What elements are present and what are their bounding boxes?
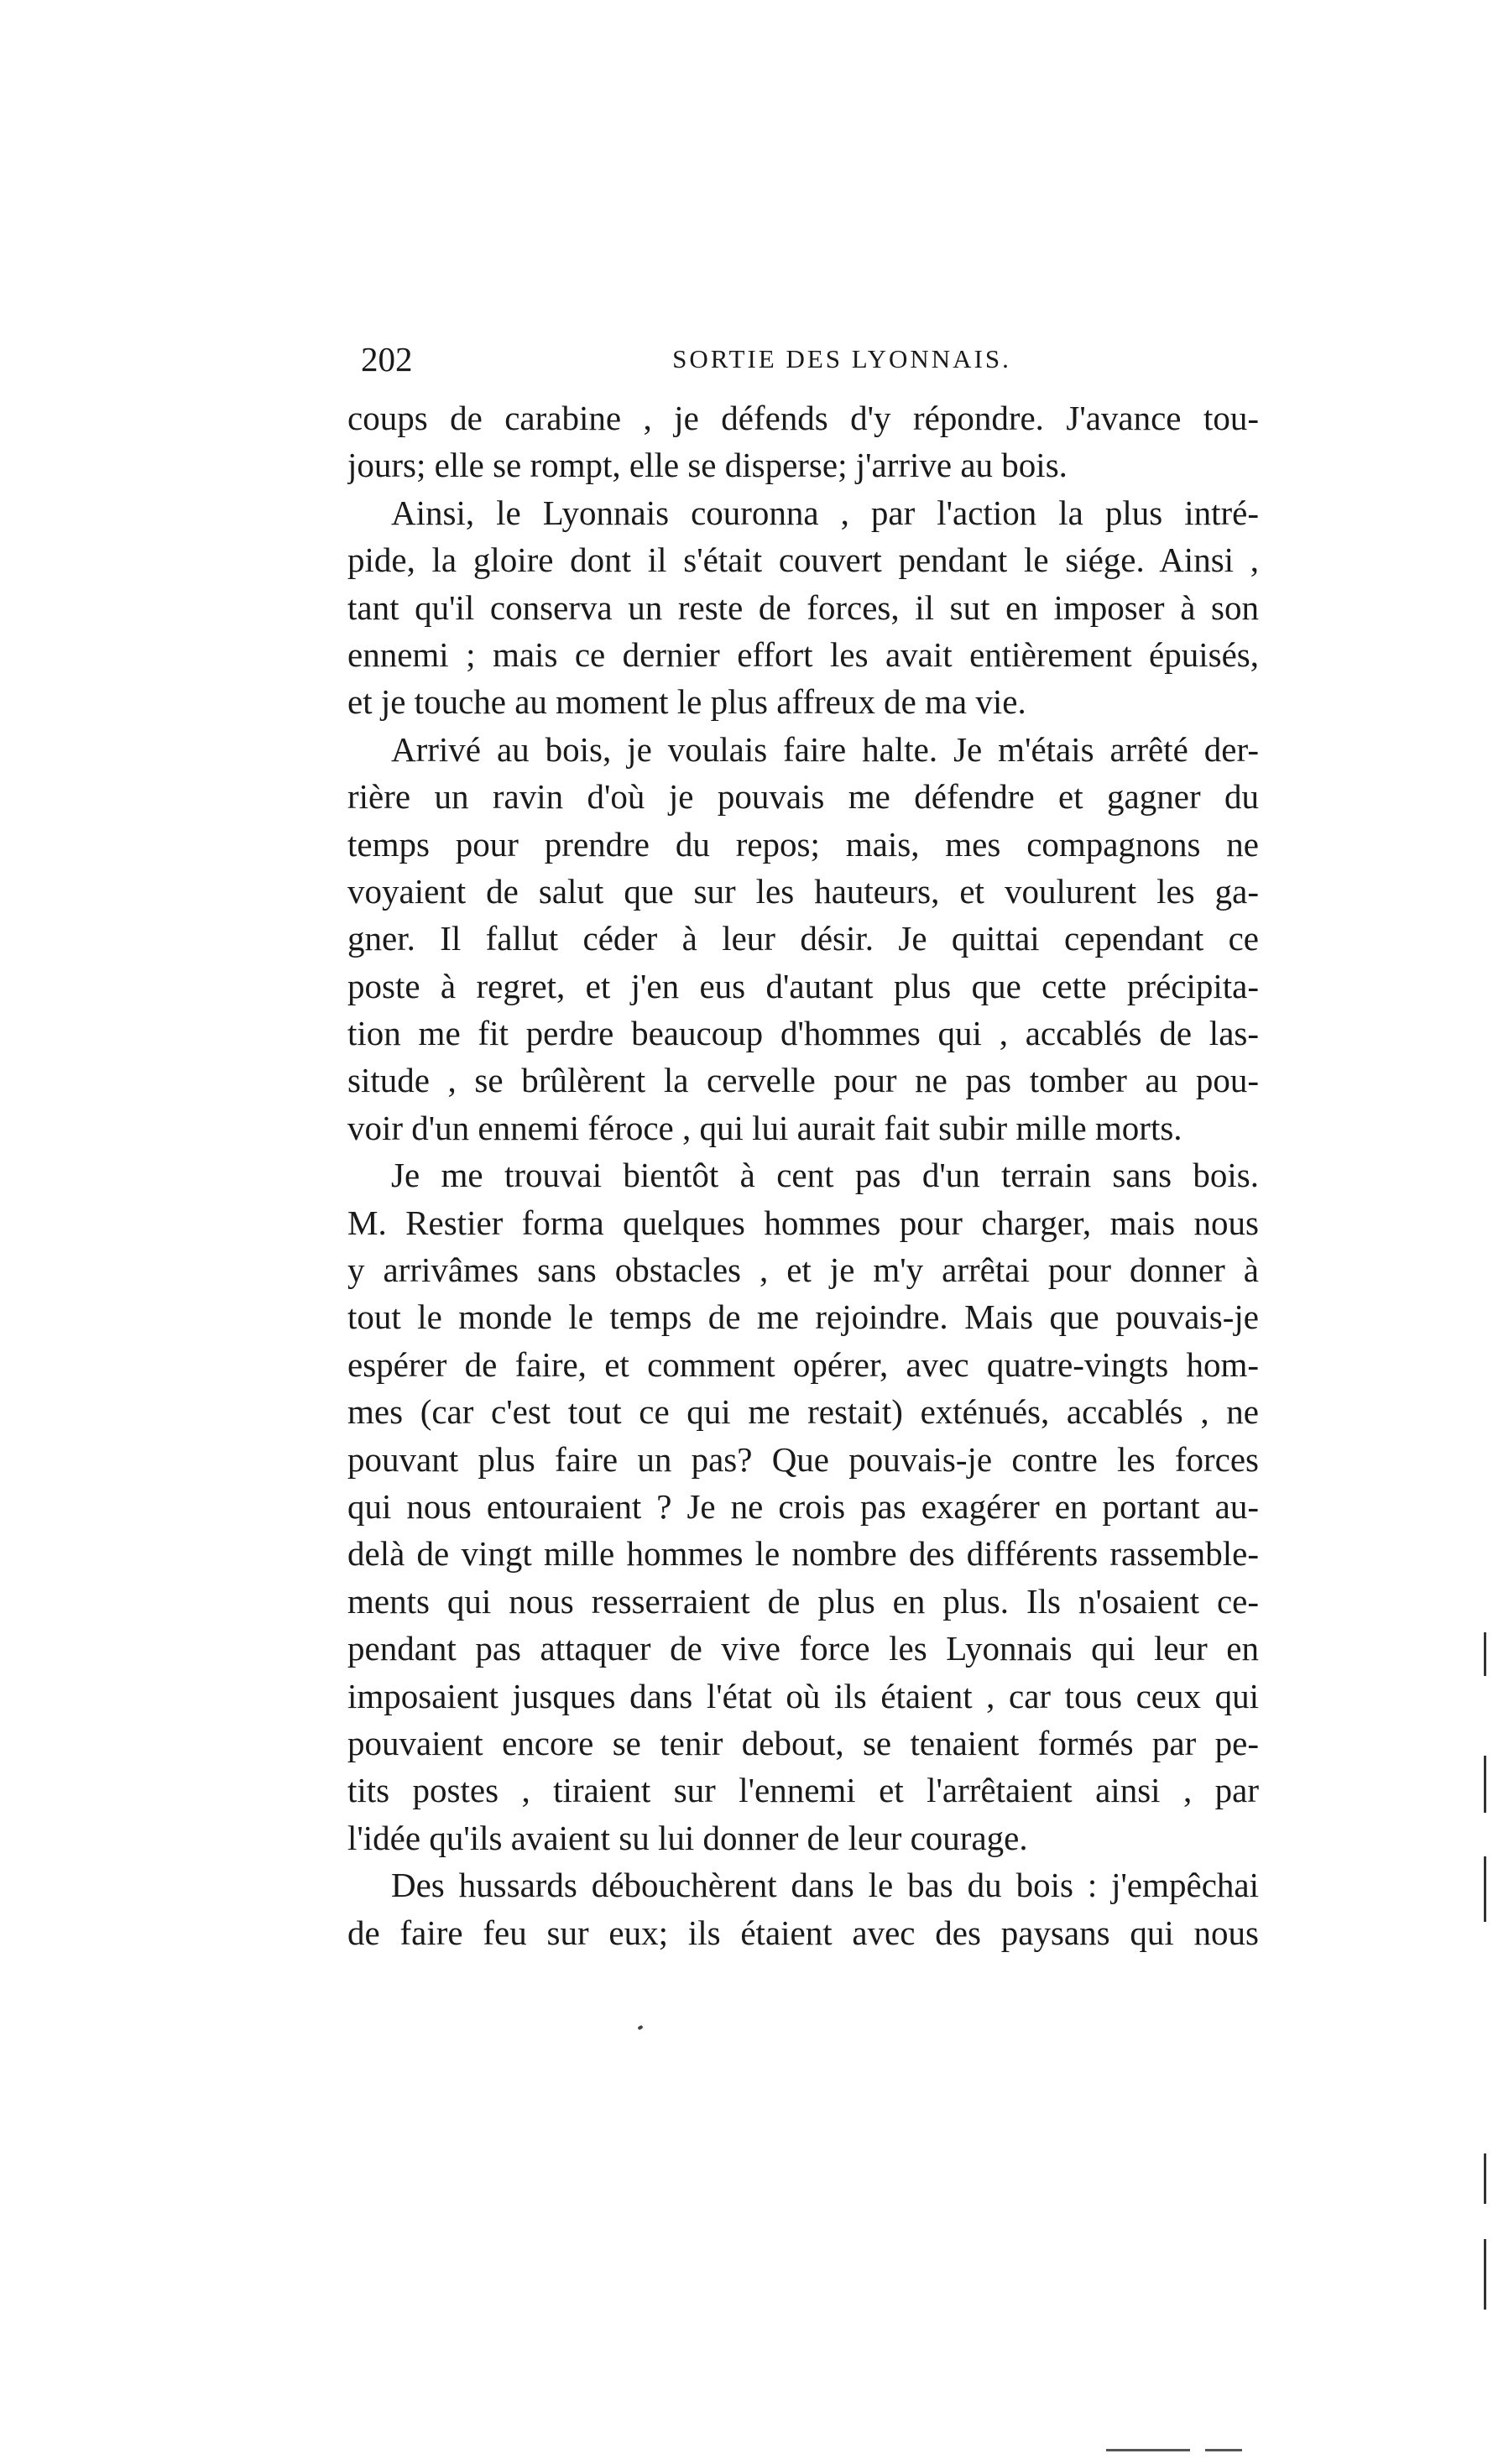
text-line: temps pour prendre du repos; mais, mes compagnons ne — [347, 824, 1259, 864]
text-line: jours; elle se rompt, elle se disperse; j'arrive au bois. — [347, 446, 1068, 485]
text-line: delà de vingt mille hommes le nombre des différents rassemble- — [347, 1534, 1259, 1574]
page-number: 202 — [361, 340, 413, 378]
text-line: qui nous entouraient ? Je ne crois pas exagérer en portant au- — [347, 1486, 1259, 1526]
paragraph-start-line: Je me trouvai bientôt à cent pas d'un terrain sans bois. — [391, 1156, 1259, 1195]
text-line: poste à regret, et j'en eus d'autant plus que cette précipita- — [347, 966, 1259, 1005]
text-line: voyaient de salut que sur les hauteurs, et voulurent les ga- — [347, 871, 1259, 911]
running-title: SORTIE DES LYONNAIS. — [672, 344, 1011, 373]
text-line: pendant pas attaquer de vive force les Lyonnais qui leur en — [347, 1629, 1259, 1668]
text-line: situde , se brûlèrent la cervelle pour ne pas tomber au pou- — [347, 1061, 1259, 1100]
ink-speck — [637, 2025, 643, 2030]
text-line: tion me fit perdre beaucoup d'hommes qui , accablés de las- — [347, 1014, 1259, 1053]
paragraph-start-line: Des hussards débouchèrent dans le bas du bois : j'empêchai — [391, 1866, 1259, 1905]
text-line: imposaient jusques dans l'état où ils étaient , car tous ceux qui — [347, 1676, 1259, 1715]
text-line: pouvaient encore se tenir debout, se tenaient formés par pe- — [347, 1723, 1259, 1762]
text-line: y arrivâmes sans obstacles , et je m'y arrêtai pour donner à — [347, 1250, 1259, 1290]
text-line: et je touche au moment le plus affreux de ma vie. — [347, 682, 1026, 722]
text-line: M. Restier forma quelques hommes pour charger, mais nous — [347, 1203, 1259, 1242]
text-line: ennemi ; mais ce dernier effort les avait entièrement épuisés, — [347, 634, 1259, 674]
text-line: ments qui nous resserraient de plus en plus. Ils n'osaient ce- — [347, 1581, 1259, 1621]
text-line: tout le monde le temps de me rejoindre. Mais que pouvais-je — [347, 1297, 1259, 1337]
text-line: pouvant plus faire un pas? Que pouvais-je contre les forces — [347, 1439, 1259, 1479]
scan-edge-mark — [1484, 1632, 1486, 1676]
scan-edge-mark — [1484, 1756, 1486, 1813]
text-line: pide, la gloire dont il s'était couvert pendant le siége. Ainsi , — [347, 540, 1259, 580]
scan-edge-mark — [1484, 2239, 1486, 2310]
scan-bottom-rule — [1205, 2449, 1242, 2451]
text-line: voir d'un ennemi féroce , qui lui aurait fait subir mille morts. — [347, 1108, 1182, 1147]
text-line: tits postes , tiraient sur l'ennemi et l'arrêtaient ainsi , par — [347, 1771, 1259, 1810]
text-line: mes (car c'est tout ce qui me restait) exténués, accablés , ne — [347, 1392, 1259, 1432]
paragraph-start-line: Arrivé au bois, je voulais faire halte. Je m'étais arrêté der- — [391, 729, 1259, 769]
text-line: gner. Il fallut céder à leur désir. Je quittai cependant ce — [347, 919, 1259, 958]
scan-edge-mark — [1484, 2153, 1486, 2204]
running-head — [361, 334, 1272, 384]
text-line: de faire feu sur eux; ils étaient avec des paysans qui nous — [347, 1913, 1259, 1952]
scan-bottom-rule — [1106, 2449, 1190, 2451]
text-line: coups de carabine , je défends d'y répondre. J'avance tou- — [347, 399, 1259, 437]
text-line: rière un ravin d'où je pouvais me défendre et gagner du — [347, 777, 1259, 817]
body-text — [347, 394, 1259, 1956]
text-line: espérer de faire, et comment opérer, avec quatre-vingts hom- — [347, 1344, 1259, 1384]
paragraph-start-line: Ainsi, le Lyonnais couronna , par l'action la plus intré- — [391, 493, 1259, 532]
text-line: l'idée qu'ils avaient su lui donner de leur courage. — [347, 1818, 1028, 1857]
scan-edge-mark — [1484, 1856, 1486, 1922]
text-line: tant qu'il conserva un reste de forces, il sut en imposer à son — [347, 587, 1259, 627]
